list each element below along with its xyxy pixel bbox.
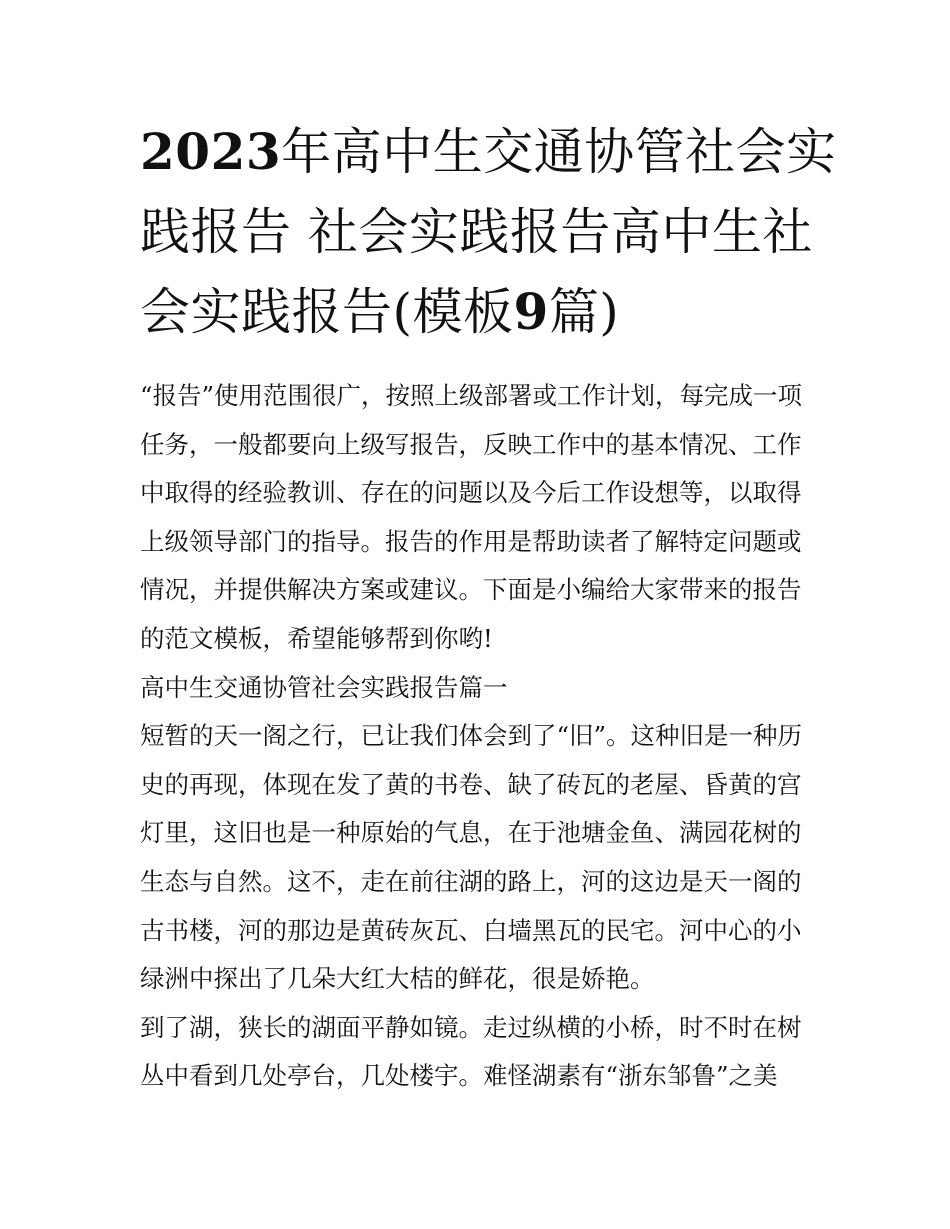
document-title	[140, 112, 837, 352]
intro-line: 情况，并提供解决方案或建议。下面是小编给大家带来的报告	[140, 575, 802, 605]
document-body	[140, 372, 812, 1101]
paragraph-1	[140, 712, 812, 1004]
section-heading	[140, 664, 812, 713]
title-line-1-text: 年高中生交通协管社会实	[281, 123, 837, 181]
title-line-2: 践报告 社会实践报告高中生社	[140, 203, 813, 261]
paragraph-line: 生态与自然。这不，走在前往湖的路上，河的这边是天一阁的	[140, 866, 802, 896]
title-line-3	[140, 272, 812, 352]
paragraph-line: 古书楼，河的那边是黄砖灰瓦、白墙黑瓦的民宅。河中心的小	[140, 915, 802, 945]
paragraph-line: 到了湖，狭长的湖面平静如镜。走过纵横的小桥，时不时在树	[140, 1012, 802, 1042]
paragraph-line: 史的再现，体现在发了黄的书卷、缺了砖瓦的老屋、昏黄的宫	[140, 769, 802, 799]
intro-paragraph	[140, 372, 812, 664]
title-count: 9	[513, 282, 549, 341]
intro-line: 上级领导部门的指导。报告的作用是帮助读者了解特定问题或	[140, 526, 802, 556]
intro-line: 任务，一般都要向上级写报告，反映工作中的基本情况、工作	[140, 429, 802, 459]
intro-line: 中取得的经验教训、存在的问题以及今后工作设想等，以取得	[140, 478, 802, 508]
intro-line: “报告”使用范围很广，按照上级部署或工作计划，每完成一项	[140, 381, 803, 410]
title-line-3-end: 篇)	[548, 283, 620, 341]
paragraph-line: 绿洲中探出了几朵大红大桔的鲜花，很是娇艳。	[140, 964, 655, 994]
title-line-1	[140, 112, 837, 192]
section-heading-text: 高中生交通协管社会实践报告篇一	[140, 672, 508, 702]
title-line-3-text: 会实践报告(模板	[140, 283, 514, 341]
paragraph-line: 灯里，这旧也是一种原始的气息，在于池塘金鱼、满园花树的	[140, 818, 802, 848]
document-page	[140, 112, 837, 1101]
paragraph-2	[140, 1004, 812, 1101]
paragraph-line: 短暂的天一阁之行，已让我们体会到了“旧”。这种旧是一种历	[140, 721, 803, 751]
title-year: 2023	[140, 122, 282, 181]
paragraph-line: 丛中看到几处亭台，几处楼宇。难怪湖素有“浙东邹鲁”之美	[140, 1061, 778, 1091]
intro-line: 的范文模板，希望能够帮到你哟!	[140, 623, 493, 653]
